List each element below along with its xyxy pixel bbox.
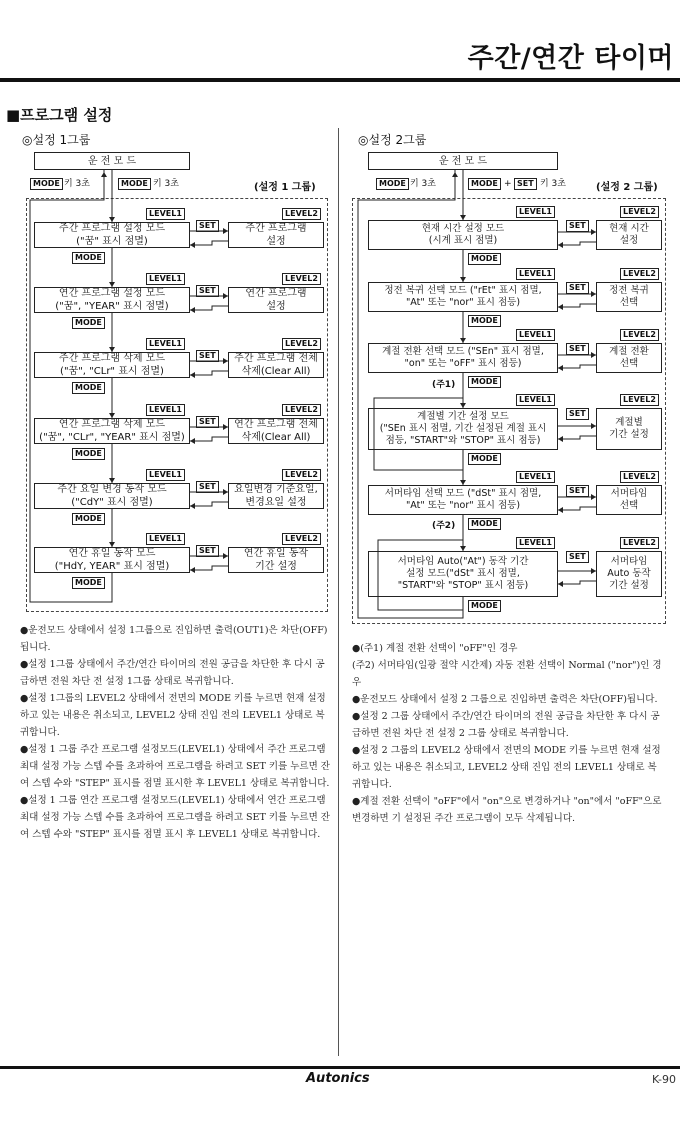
g1-node-4-level2: LEVEL2 [282,404,321,416]
g2-node-3-level1-box [368,343,558,373]
g1-node-3-level2-box [228,352,324,378]
g1-node-2-set-key: SET [196,285,219,297]
g1-node-5-level1-line2: ("CdY" 표시 점멸) [71,497,153,508]
g2-node-5-level1-line2: "At" 또는 "nor" 표시 점등) [405,500,521,511]
footer-brand-logo: Autonics [306,1071,370,1086]
note-right-3: ●운전모드 상태에서 설정 2 그룹으로 진입하면 출력은 차단(OFF)됩니다. [352,694,658,705]
note-right-1: ●(주1) 계절 전환 선택이 "oFF"인 경우 [352,643,518,654]
g2-node-6-level2-line2: Auto 동작 [607,568,651,579]
column-divider [338,128,339,1056]
g2-node-6-level2-line1: 서머타임 [610,556,648,567]
notes-left [20,622,332,843]
g1-exit-wire-arrowhead [101,172,107,177]
g2-node-2-set-key: SET [566,282,589,294]
g1-node-4-level1-box [34,418,190,444]
g2-node-1-level1: LEVEL1 [516,206,555,218]
g1-node-2-level2-box [228,287,324,313]
group2-mode-key-right: MODE [468,178,501,190]
g2-node-4-level2: LEVEL2 [620,394,659,406]
g1-node-6-set-key: SET [196,545,219,557]
g2-node-4-level1-line3: 점등, "START"와 "STOP" 표시 점등) [385,435,541,446]
g1-node-2-level2-line2: 설정 [266,301,286,312]
note-right-5: ●설정 2 그룹의 LEVEL2 상태에서 전면의 MODE 키를 누르면 현재 설정하고 있는 내용은 취소되고, LEVEL2 상태 진입 전의 LEVEL1 상태로 복귀합니다. [352,745,661,790]
g1-node-4-set-key: SET [196,416,219,428]
g2-node-1-level2-line2: 설정 [619,235,639,246]
g2-node-6-mode-key: MODE [468,600,501,612]
g1-node-6-level2-line2: 기간 설정 [255,561,297,572]
group2-set-key: SET [514,178,537,190]
group1-tag: (설정 1 그룹) [254,182,316,193]
g2-node-3-level2-box [596,343,662,373]
g2-node-5-level1: LEVEL1 [516,471,555,483]
g1-node-1-level2-line2: 설정 [266,236,286,247]
group1-mode-key-left: MODE [30,178,63,190]
g1-node-1-level1-line2: ("꿈" 표시 점멸) [76,236,148,247]
g1-node-4-level1: LEVEL1 [146,404,185,416]
g2-node-1-mode-key: MODE [468,253,501,265]
g2-node-1-level1-line2: (시계 표시 점멸) [428,235,498,246]
note-left-5: ●설정 1 그룹 연간 프로그램 설정모드(LEVEL1) 상태에서 연간 프로그램 최대 설정 가능 스텝 수를 초과하여 프로그램을 하려고 SET 키를 누르면 잔여 스텝 수와 "STEP" 표시를 점멸 표시 후 LEVEL1 상태로 복귀합니다. [20,795,330,840]
g2-node-4-level1-box [368,408,558,450]
g1-node-6-level2: LEVEL2 [282,533,321,545]
g2-node-2-level1-line2: "At" 또는 "nor" 표시 점등) [405,297,521,308]
group1-run-mode-box [34,152,190,170]
g1-node-2-level1-line1: 연간 프로그램 설정 모드 [58,288,166,299]
g1-node-6-level1-box [34,547,190,573]
g1-node-6-level1-line2: ("HdY, YEAR" 표시 점멸) [54,561,170,572]
g2-exit-wire-arrowhead [452,172,458,177]
group2-run-mode-box [368,152,558,170]
section-title: ■프로그램 설정 [6,106,113,124]
g2-node-4-set-key: SET [566,408,589,420]
g2-node-2-level2-line2: 선택 [619,297,639,308]
g2-node-4-level2-line2: 기간 설정 [609,429,649,440]
g2-node-6-level1-line3: "START"와 "STOP" 표시 점등) [397,580,529,591]
g2-node-6-level1-box [368,551,558,597]
g2-node-5-set-key: SET [566,485,589,497]
g1-node-4-mode-key: MODE [72,448,105,460]
g1-node-3-mode-key: MODE [72,382,105,394]
g1-node-6-level1: LEVEL1 [146,533,185,545]
g2-node-2-mode-key: MODE [468,315,501,327]
g1-node-1-level2-box [228,222,324,248]
note-right-6: ●계절 전환 선택이 "oFF"에서 "on"으로 변경하거나 "on"에서 "oFF"으로 변경하면 기 설정된 주간 프로그램이 모두 삭제됩니다. [352,796,662,824]
g2-node-1-level2-line1: 현재 시간 [609,223,649,234]
g1-node-3-set-key: SET [196,350,219,362]
group2-key3s-left: 키 3초 [410,179,436,189]
g1-node-4-level2-line2: 삭제(Clear All) [241,432,311,443]
g2-node-2-level2-box [596,282,662,312]
g2-node-5-level2-line2: 선택 [619,500,639,511]
note-left-4: ●설정 1 그룹 주간 프로그램 설정모드(LEVEL1) 상태에서 주간 프로그램 최대 설정 가능 스텝 수를 초과하여 프로그램을 하려고 SET 키를 누르면 잔여 스텝 수와 "STEP" 표시를 점멸 표시한 후 LEVEL1 상태로 복귀합니다. [20,744,330,789]
g1-node-1-mode-key: MODE [72,252,105,264]
group2-plus: + [504,179,512,189]
g1-node-2-level2: LEVEL2 [282,273,321,285]
g2-node-5-level1-line1: 서머타임 선택 모드 ("dSt" 표시 점멸, [384,488,542,499]
g2-node-4-level1-line1: 계절별 기간 설정 모드 [417,411,509,422]
g1-node-4-level1-line2: ("꿈", "CLr", "YEAR" 표시 점멸) [39,432,185,443]
g2-node-6-level2-line3: 기간 설정 [609,580,649,591]
g1-node-5-level2-box [228,483,324,509]
note-left-2: ●설정 1그룹 상태에서 주간/연간 타이머의 전원 공급을 차단한 후 다시 공급하면 전원 차단 전 설정 1그룹 상태로 복귀합니다. [20,659,325,687]
g1-node-1-level2-line1: 주간 프로그램 [245,223,307,234]
note-right-2: (주2) 서머타임(일광 절약 시간제) 자동 전환 선택이 Normal ("nor")인 경우 [352,660,662,688]
notes-right [352,640,664,827]
g2-node-3-level2-line1: 계절 전환 [609,346,649,357]
g1-node-2-level2-line1: 연간 프로그램 [245,288,307,299]
g1-node-1-level1-box [34,222,190,248]
g1-node-3-level1-box [34,352,190,378]
group2-key3s-right: 키 3초 [540,179,566,189]
g1-node-2-level1-box [34,287,190,313]
g1-node-3-level1-line2: ("꿈", "CLr" 표시 점멸) [60,366,164,377]
group1-key3s-right: 키 3초 [153,179,179,189]
group1-mode-key-right: MODE [118,178,151,190]
g1-node-4-level1-line1: 연간 프로그램 삭제 모드 [58,419,166,430]
g1-node-3-level2: LEVEL2 [282,338,321,350]
g1-node-2-level1: LEVEL1 [146,273,185,285]
g1-node-6-level2-line1: 연간 휴일 동작 [243,548,309,559]
group2-mode-key-left: MODE [376,178,409,190]
g2-node-6-level1-line2: 설정 모드("dSt" 표시 점멸, [406,568,520,579]
group2-note1-marker: (주1) [432,380,456,390]
g2-node-5-level2-box [596,485,662,515]
g2-node-3-level1-line1: 계절 전환 선택 모드 ("SEn" 표시 점멸, [382,346,544,357]
g2-node-3-mode-key: MODE [468,376,501,388]
group1-key3s-left: 키 3초 [64,179,90,189]
g1-node-6-mode-key: MODE [72,577,105,589]
group2-run-mode-text: 운 전 모 드 [438,155,488,167]
g2-node-5-level2: LEVEL2 [620,471,659,483]
group2-label: ◎설정 2그룹 [358,133,427,147]
g1-node-3-level1-line1: 주간 프로그램 삭제 모드 [58,353,166,364]
g1-node-5-level2: LEVEL2 [282,469,321,481]
g1-node-5-mode-key: MODE [72,513,105,525]
footer-page-number: K-90 [651,1073,676,1086]
header-rule [0,78,680,82]
g1-node-5-level2-line2: 변경요일 설정 [245,497,307,508]
g2-node-4-level2-box [596,408,662,450]
g1-node-6-level2-box [228,547,324,573]
note-right-4: ●설정 2 그룹 상태에서 주간/연간 타이머의 전원 공급을 차단한 후 다시 공급하면 전원 차단 전 설정 2 그룹 상태로 복귀합니다. [352,711,660,739]
g1-node-5-level1-box [34,483,190,509]
g1-node-5-level2-line1: 요일변경 기준요일, [234,484,318,495]
g1-node-4-level2-box [228,418,324,444]
g1-node-5-set-key: SET [196,481,219,493]
footer-rule [0,1066,680,1069]
g1-node-5-level1: LEVEL1 [146,469,185,481]
g2-node-2-level2-line1: 정전 복귀 [609,285,649,296]
group2-note2-marker: (주2) [432,521,456,531]
g2-node-4-level1-line2: ("SEn 표시 점멸, 기간 설정된 계절 표시 [379,423,547,434]
g2-node-3-level2-line2: 선택 [619,358,639,369]
g1-node-3-level1: LEVEL1 [146,338,185,350]
g1-node-6-level1-line1: 연간 휴일 동작 모드 [68,548,156,559]
g2-node-4-mode-key: MODE [468,453,501,465]
group1-run-mode-text: 운 전 모 드 [87,155,137,167]
g1-node-1-level1: LEVEL1 [146,208,185,220]
g1-node-2-level1-line2: ("꿈", "YEAR" 표시 점멸) [55,301,169,312]
g2-node-1-level1-line1: 현재 시간 설정 모드 [421,223,505,234]
g2-node-5-level1-box [368,485,558,515]
g2-node-6-level2: LEVEL2 [620,537,659,549]
g2-node-4-level2-line1: 계절별 [615,417,643,428]
g2-node-6-set-key: SET [566,551,589,563]
note-left-3: ●설정 1그룹의 LEVEL2 상태에서 전면의 MODE 키를 누르면 현재 설정하고 있는 내용은 취소되고, LEVEL2 상태 진입 전의 LEVEL1 상태로 복귀합니다. [20,693,326,738]
g2-node-4-level1: LEVEL1 [516,394,555,406]
g1-node-3-level2-line1: 주간 프로그램 전체 [234,353,318,364]
page-title: 주간/연간 타이머 [467,43,674,74]
group1-label: ◎설정 1그룹 [22,133,91,147]
g1-node-1-set-key: SET [196,220,219,232]
g1-node-5-level1-line1: 주간 요일 변경 동작 모드 [57,484,167,495]
g2-node-2-level1: LEVEL1 [516,268,555,280]
g2-node-6-level1-line1: 서머타임 Auto("At") 동작 기간 [397,556,529,567]
note-left-1: ●운전모드 상태에서 설정 1그룹으로 진입하면 출력(OUT1)은 차단(OFF)됩니다. [20,625,328,653]
g2-node-1-level2: LEVEL2 [620,206,659,218]
g2-node-6-level2-box [596,551,662,597]
g1-node-1-level2: LEVEL2 [282,208,321,220]
g2-node-1-level1-box [368,220,558,250]
g2-node-5-mode-key: MODE [468,518,501,530]
g2-node-1-set-key: SET [566,220,589,232]
g2-node-2-level1-box [368,282,558,312]
g1-node-2-mode-key: MODE [72,317,105,329]
g1-node-3-level2-line2: 삭제(Clear All) [241,366,311,377]
g2-node-3-level1: LEVEL1 [516,329,555,341]
g2-node-2-level1-line1: 정전 복귀 선택 모드 ("rEt" 표시 점멸, [384,285,542,296]
g1-node-1-level1-line1: 주간 프로그램 설정 모드 [58,223,166,234]
g2-node-6-level1: LEVEL1 [516,537,555,549]
g1-node-4-level2-line1: 연간 프로그램 전체 [234,419,318,430]
page-header [0,0,680,80]
g2-node-3-level1-line2: "on" 또는 "oFF" 표시 점등) [404,358,522,369]
g2-node-5-level2-line1: 서머타임 [610,488,648,499]
g2-node-1-level2-box [596,220,662,250]
g2-node-3-set-key: SET [566,343,589,355]
g2-node-3-level2: LEVEL2 [620,329,659,341]
g2-node-2-level2: LEVEL2 [620,268,659,280]
group2-tag: (설정 2 그룹) [596,182,658,193]
